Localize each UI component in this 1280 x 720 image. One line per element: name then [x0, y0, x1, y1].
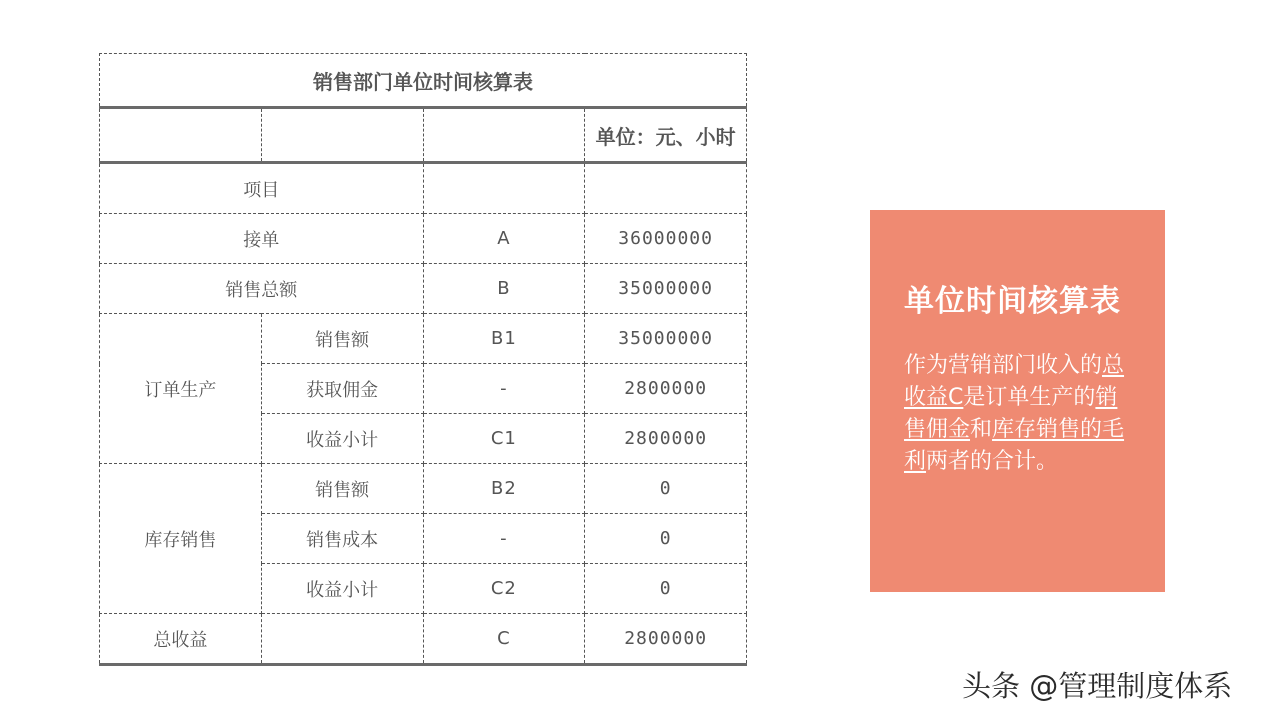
item-header: 项目 — [100, 163, 424, 214]
row-value: 0 — [585, 514, 747, 564]
card-text: 作为营销部门收入的 — [904, 353, 1103, 378]
table-title-row — [100, 54, 747, 108]
table-row — [100, 264, 747, 314]
table-row — [100, 614, 747, 665]
row-code: A — [423, 214, 585, 264]
row-code: C — [423, 614, 585, 665]
row-value: 35000000 — [585, 314, 747, 364]
table-row — [100, 464, 747, 514]
row-label: 获取佣金 — [261, 364, 423, 414]
card-title: 单位时间核算表 — [904, 284, 1121, 319]
row-label: 总收益 — [100, 614, 262, 665]
row-label: 收益小计 — [261, 564, 423, 614]
row-value: 0 — [585, 564, 747, 614]
accounting-table — [99, 53, 747, 666]
row-code: C1 — [423, 414, 585, 464]
row-value: 2800000 — [585, 614, 747, 665]
row-label: 接单 — [100, 214, 424, 264]
row-code: - — [423, 364, 585, 414]
row-code: - — [423, 514, 585, 564]
row-value: 0 — [585, 464, 747, 514]
watermark: 头条 @管理制度体系 — [962, 669, 1233, 703]
row-value: 2800000 — [585, 364, 747, 414]
table-row — [100, 314, 747, 364]
row-code: B — [423, 264, 585, 314]
row-label: 销售额 — [261, 464, 423, 514]
empty-cell — [423, 108, 585, 163]
card-body — [904, 350, 1135, 478]
empty-cell — [423, 163, 585, 214]
summary-card — [870, 210, 1165, 592]
row-label: 收益小计 — [261, 414, 423, 464]
row-value: 36000000 — [585, 214, 747, 264]
card-text: 和 — [970, 417, 993, 442]
row-label: 销售成本 — [261, 514, 423, 564]
empty-cell — [100, 108, 262, 163]
table-title: 销售部门单位时间核算表 — [100, 54, 747, 108]
table-row — [100, 214, 747, 264]
row-code: B2 — [423, 464, 585, 514]
empty-cell — [261, 614, 423, 665]
table-header-row — [100, 163, 747, 214]
group-label: 库存销售 — [100, 464, 262, 614]
group-label: 订单生产 — [100, 314, 262, 464]
card-text: 两者的合计。 — [926, 449, 1059, 474]
card-text: 是订单生产的 — [963, 385, 1096, 410]
unit-label: 单位：元、小时 — [585, 108, 747, 163]
empty-cell — [261, 108, 423, 163]
card-underlined-text: 总收益C — [904, 353, 1125, 410]
row-value: 2800000 — [585, 414, 747, 464]
row-code: B1 — [423, 314, 585, 364]
table-unit-row — [100, 108, 747, 163]
row-label: 销售总额 — [100, 264, 424, 314]
card-underlined-text: 库存销售的毛利 — [904, 417, 1125, 474]
row-label: 销售额 — [261, 314, 423, 364]
row-value: 35000000 — [585, 264, 747, 314]
card-underlined-text: 销售佣金 — [904, 385, 1118, 442]
empty-cell — [585, 163, 747, 214]
row-code: C2 — [423, 564, 585, 614]
